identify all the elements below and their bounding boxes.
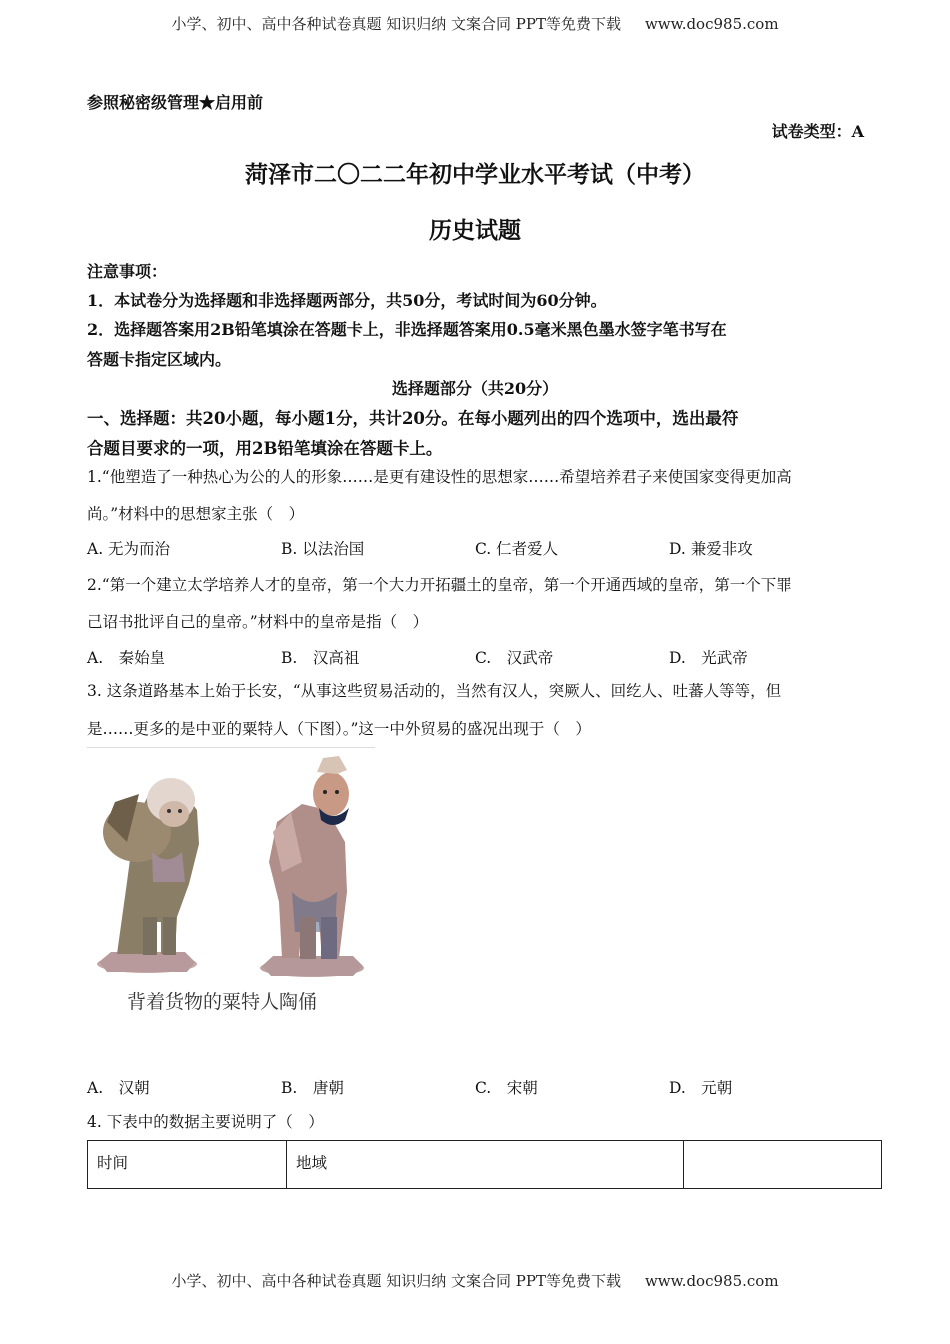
question-2-option-b: B. 汉高祖 — [281, 649, 360, 667]
header-text: 小学、初中、高中各种试卷真题 知识归纳 文案合同 PPT等免费下载 — [171, 15, 621, 33]
table-header-region: 地域 — [287, 1141, 684, 1189]
question-4-table — [87, 1140, 882, 1189]
question-3-line-1: 3. 这条道路基本上始于长安，“从事这些贸易活动的，当然有汉人，突厥人、回纥人、吐蕃人等等，但 — [87, 682, 782, 700]
table-header-empty — [684, 1141, 882, 1189]
figure-caption: 背着货物的粟特人陶俑 — [127, 991, 318, 1013]
question-2-option-a: A. 秦始皇 — [87, 649, 166, 667]
table-row — [88, 1141, 882, 1189]
sogdian-figurines-figure — [87, 747, 377, 1027]
question-4-line-1: 4. 下表中的数据主要说明了（ ） — [87, 1113, 324, 1131]
notice-item-2-line-2: 答题卡指定区域内。 — [87, 350, 232, 369]
notice-item-2-line-1: 2．选择题答案用2B铅笔填涂在答题卡上，非选择题答案用0.5毫米黑色墨水签字笔书写在 — [87, 320, 727, 339]
question-3-option-a: A. 汉朝 — [87, 1079, 150, 1097]
figure-top-rule — [87, 747, 375, 748]
page-header — [0, 13, 950, 34]
instruction-line-2: 合题目要求的一项，用2B铅笔填涂在答题卡上。 — [87, 439, 443, 458]
question-2-option-d: D. 光武帝 — [669, 649, 748, 667]
exam-subtitle: 历史试题 — [429, 217, 521, 244]
question-2-option-c: C. 汉武帝 — [475, 649, 554, 667]
question-1-option-a: A. 无为而治 — [87, 540, 171, 558]
paper-type-label: 试卷类型：A — [771, 122, 864, 141]
question-1-line-2: 尚。”材料中的思想家主张（ ） — [87, 505, 305, 523]
page-footer — [0, 1270, 950, 1291]
question-3-option-b: B. 唐朝 — [281, 1079, 344, 1097]
notice-heading: 注意事项： — [87, 262, 168, 281]
question-2-line-1: 2.“第一个建立太学培养人才的皇帝，第一个大力开拓疆土的皇帝，第一个开通西域的皇帝，第一个下罪 — [87, 576, 792, 594]
table-header-time: 时间 — [88, 1141, 287, 1189]
notice-item-1: 1．本试卷分为选择题和非选择题两部分，共50分，考试时间为60分钟。 — [87, 291, 607, 310]
footer-text: 小学、初中、高中各种试卷真题 知识归纳 文案合同 PPT等免费下载 — [171, 1272, 621, 1290]
secrecy-label: 参照秘密级管理★启用前 — [87, 93, 264, 112]
section-title: 选择题部分（共20分） — [391, 379, 559, 398]
exam-title: 菏泽市二〇二二年初中学业水平考试（中考） — [245, 161, 705, 188]
question-2-line-2: 己诏书批评自己的皇帝。”材料中的皇帝是指（ ） — [87, 613, 429, 631]
question-1-option-c: C. 仁者爱人 — [475, 540, 559, 558]
question-3-option-d: D. 元朝 — [669, 1079, 733, 1097]
question-1-option-b: B. 以法治国 — [281, 540, 365, 558]
question-3-option-c: C. 宋朝 — [475, 1079, 538, 1097]
left-figurine — [97, 778, 199, 973]
right-figurine — [260, 756, 364, 977]
instruction-line-1: 一、选择题：共20小题，每小题1分，共计20分。在每小题列出的四个选项中，选出最符 — [87, 409, 739, 428]
header-site-link[interactable]: www.doc985.com — [644, 15, 779, 33]
footer-site-link[interactable]: www.doc985.com — [644, 1272, 779, 1290]
figurines-illustration — [87, 752, 377, 987]
question-3-line-2: 是……更多的是中亚的粟特人（下图）。”这一中外贸易的盛况出现于（ ） — [87, 720, 591, 738]
question-1-line-1: 1.“他塑造了一种热心为公的人的形象……是更有建设性的思想家……希望培养君子来使国家变得更加高 — [87, 468, 792, 486]
question-1-option-d: D. 兼爱非攻 — [669, 540, 753, 558]
